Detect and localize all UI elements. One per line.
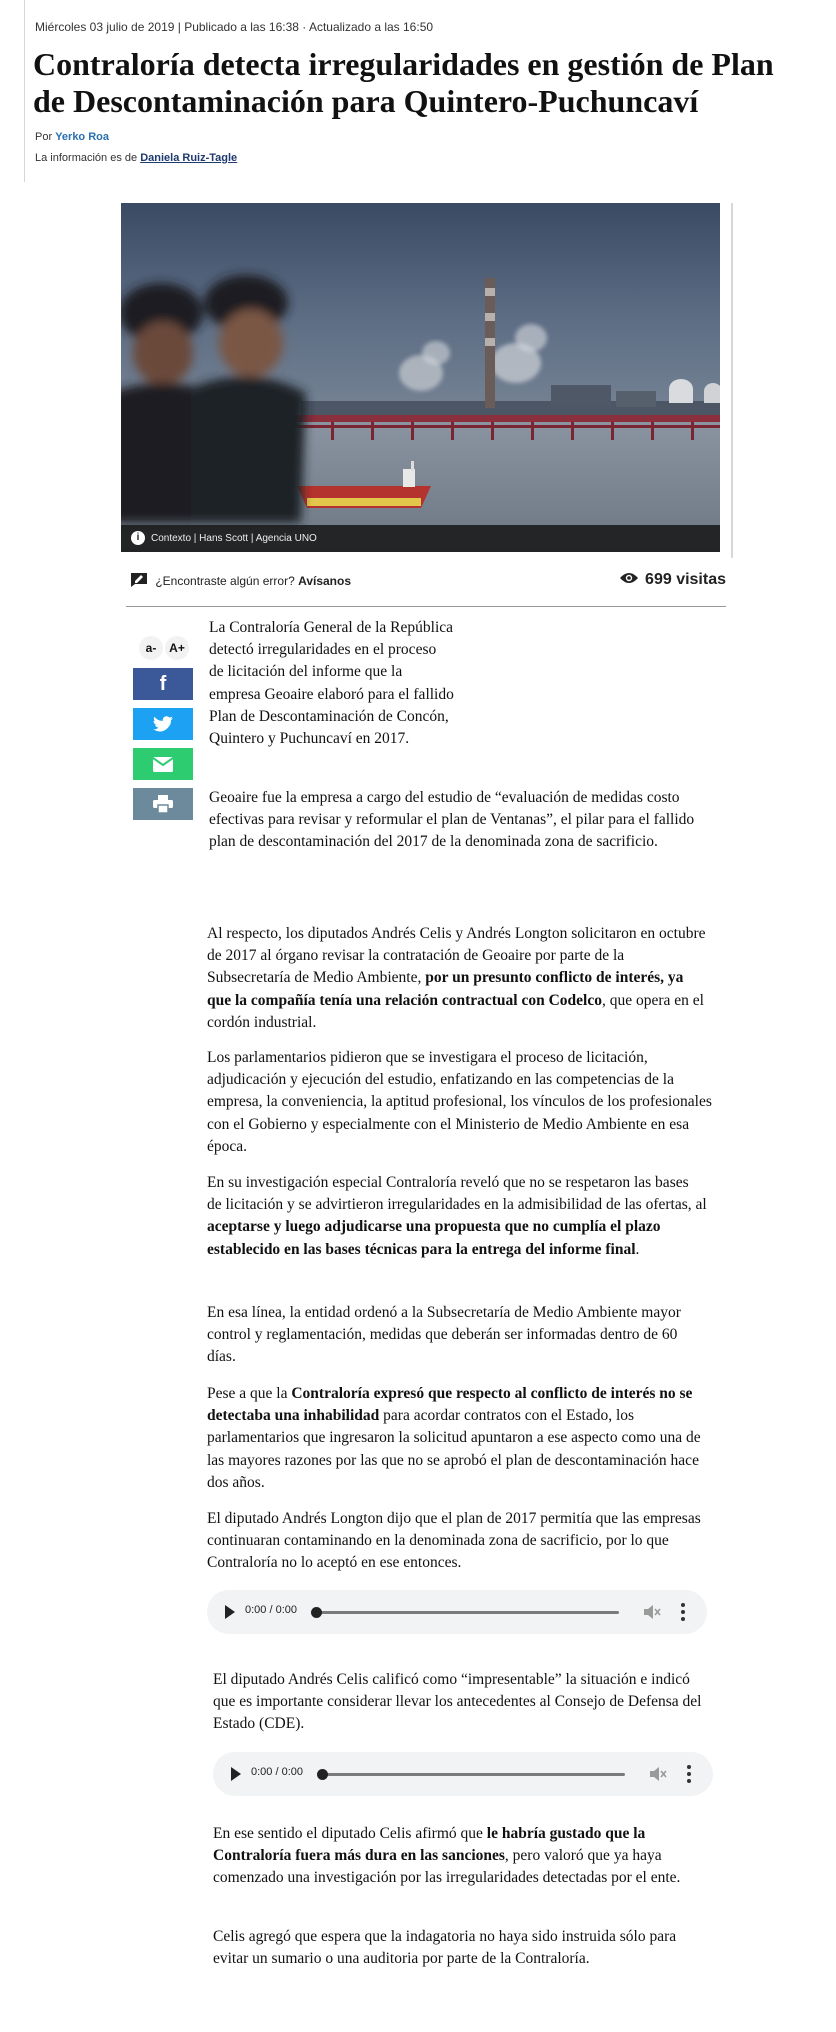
info-prefix: La información es de [35, 152, 138, 164]
error-question: ¿Encontraste algún error? [155, 574, 295, 588]
facebook-icon: f [159, 672, 167, 695]
eye-icon [619, 571, 639, 585]
print-button[interactable] [133, 788, 193, 820]
article-photo[interactable] [121, 203, 720, 552]
audio-player-1[interactable] [207, 1590, 707, 1634]
audio-time: 0:00 / 0:00 [245, 1604, 297, 1616]
paragraph-11: Celis agregó que espera que la indagatoria no haya sido instruida sólo para evitar un sumario o una auditoria por parte de la Contraloría. [213, 1928, 677, 1968]
byline [35, 131, 109, 143]
visit-count: 699 visitas [645, 571, 726, 588]
paragraph-2 [209, 787, 709, 854]
media-container [121, 203, 733, 558]
paragraph-8: El diputado Andrés Longton dijo que el plan de 2017 permitía que las empresas continuaran contaminando en la denominada zona de sacrificio, por lo que Contraloría no lo aceptó en ese entonces. [207, 1510, 701, 1572]
report-error[interactable] [130, 572, 351, 588]
author-link[interactable]: Yerko Roa [55, 131, 109, 143]
info-author-link[interactable]: Daniela Ruiz-Tagle [140, 152, 238, 164]
paragraph-7 [207, 1383, 707, 1494]
paragraph-5-a: En su investigación especial Contraloría reveló que no se respetaron las bases de licitación y se advirtieron irregularidades en la admisibilidad de las ofertas, al [207, 1174, 707, 1214]
play-icon[interactable] [225, 1605, 235, 1619]
share-sidebar [133, 636, 195, 828]
email-share-button[interactable] [133, 748, 193, 780]
visit-counter [619, 571, 726, 589]
paragraph-3-a: Al respecto, los diputados Andrés Celis y Andrés Longton solicitaron en octubre de 2017 al órgano revisar la contratación de Geoaire por parte de la Subsecretaría de Medio Ambiente, [207, 925, 706, 987]
twitter-share-button[interactable] [133, 708, 193, 740]
paragraph-3 [207, 923, 707, 1034]
play-icon[interactable] [231, 1767, 241, 1781]
paragraph-5 [207, 1172, 707, 1261]
paragraph-10-c: , pero valoró que ya haya comenzado una investigación por las irregularidades detectadas por el ente. [213, 1847, 681, 1887]
facebook-share-button[interactable] [133, 668, 193, 700]
caption-text: Contexto | Hans Scott | Agencia UNO [151, 533, 317, 544]
paragraph-5-bold: aceptarse y luego adjudicarse una propuesta que no cumplía el plazo establecido en las bases técnicas para la entrega del informe final [207, 1218, 661, 1258]
paragraph-9: El diputado Andrés Celis calificó como “impresentable” la situación e indicó que es importante considerar llevar los antecedentes al Consejo de Defensa del Estado (CDE). [213, 1671, 702, 1733]
paragraph-7-a: Pese a que la [207, 1385, 292, 1402]
photo-illustration [121, 203, 720, 552]
more-options-icon[interactable] [681, 1603, 685, 1624]
paragraph-7-bold: Contraloría expresó que respecto al conflicto de interés no se detectaba una inhabilidad [207, 1385, 693, 1425]
error-report-link[interactable]: Avísanos [298, 574, 352, 588]
article-header [24, 0, 815, 182]
article-toolbar [126, 560, 726, 607]
feedback-icon [130, 572, 148, 588]
paragraph-2-text: Geoaire fue la empresa a cargo del estudio de “evaluación de medidas costo efectivas para revisar y reformular el plan de Ventanas”, el pilar para el fallido plan de descontaminación del 2017 de la denominada zona de sacrificio. [209, 789, 695, 851]
dateline: Miércoles 03 julio de 2019 | Publicado a las 16:38 · Actualizado a las 16:50 [35, 20, 434, 34]
twitter-icon [153, 716, 173, 732]
paragraph-3-c: , que opera en el cordón industrial. [207, 991, 704, 1031]
paragraph-10-bold: le habría gustado que la Contraloría fuera más dura en las sanciones [213, 1825, 646, 1865]
paragraph-7-c: para acordar contratos con el Estado, los parlamentarios que ingresaron la solicitud apuntaron a ese aspecto como una de las mayores razones por las que no se aprobó el plan de descontaminación hace dos años. [207, 1407, 701, 1491]
email-icon [153, 757, 173, 772]
paragraph-3-bold: por un presunto conflicto de interés, ya que la compañía tenía una relación contractual con Codelco [207, 969, 684, 1009]
photo-caption [121, 525, 720, 552]
more-options-icon[interactable] [687, 1765, 691, 1786]
info-source [35, 152, 237, 164]
font-larger-button[interactable]: A+ [165, 636, 189, 660]
audio-progress-knob[interactable] [317, 1769, 328, 1780]
paragraph-6: En esa línea, la entidad ordenó a la Subsecretaría de Medio Ambiente mayor control y reglamentación, medidas que deberán ser informadas dentro de 60 días. [207, 1304, 681, 1366]
byline-prefix: Por [35, 131, 53, 143]
paragraph-10 [213, 1823, 713, 1890]
paragraph-4: Los parlamentarios pidieron que se investigara el proceso de licitación, adjudicación y ejecución del estudio, enfatizando en las competencias de la empresa, la conveniencia, la aptitud profesional, los vínculos de los profesionales con el Gobierno y especialmente con el Ministerio de Medio Ambiente en esa época. [207, 1049, 712, 1155]
font-smaller-button[interactable]: a- [139, 636, 163, 660]
audio-progress-knob[interactable] [311, 1607, 322, 1618]
print-icon [153, 795, 173, 813]
audio-progress-track[interactable] [321, 1773, 625, 1776]
paragraph-10-a: En ese sentido el diputado Celis afirmó que [213, 1825, 487, 1842]
volume-icon[interactable] [649, 1766, 667, 1782]
volume-icon[interactable] [643, 1604, 661, 1620]
paragraph-1: La Contraloría General de la República detectó irregularidades en el proceso de licitación del informe que la empresa Geoaire elaboró para el fallido Plan de Descontaminación de Concón, Quintero y Puchuncaví en 2017. [209, 619, 454, 748]
font-size-controls [133, 636, 195, 660]
audio-progress-track[interactable] [315, 1611, 619, 1614]
headline: Contraloría detecta irregularidades en gestión de Plan de Descontaminación para Quintero-Puchuncaví [33, 46, 774, 119]
audio-player-2[interactable] [213, 1752, 713, 1796]
paragraph-5-c: . [635, 1240, 640, 1258]
audio-time: 0:00 / 0:00 [251, 1766, 303, 1778]
info-icon: i [131, 531, 145, 545]
